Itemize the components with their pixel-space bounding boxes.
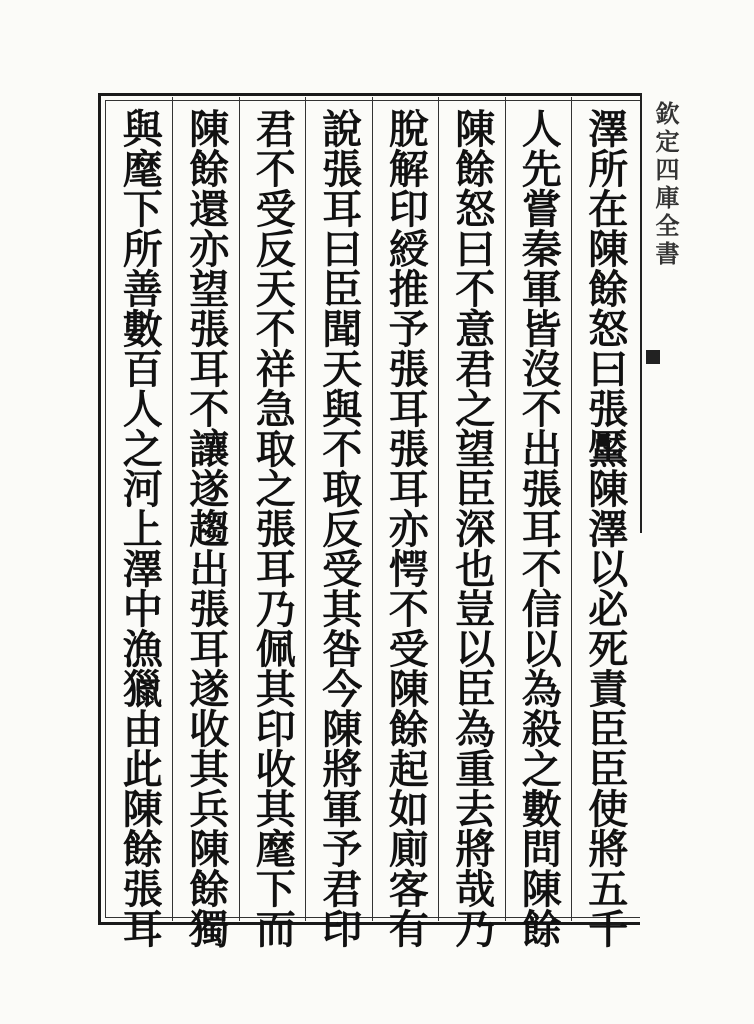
text-column-7	[173, 100, 240, 948]
edge-label: 欽定四庫全書	[651, 101, 680, 269]
column-text: 陳餘怒曰不意君之望臣深也豈以臣為重去將哉乃	[448, 108, 496, 948]
column-text: 說張耳曰臣聞天與不取反受其咎今陳將軍予君印	[315, 108, 363, 948]
column-text: 與麾下所善數百人之河上澤中漁獵由此陳餘張耳	[116, 108, 164, 948]
column-text: 君不受反天不祥急取之張耳乃佩其印收其麾下而	[249, 108, 297, 948]
column-text: 澤所在陳餘怒曰張黶陳澤以必死責臣臣使將五千	[581, 108, 629, 948]
text-column-3	[439, 100, 506, 948]
fish-tail-mark	[646, 350, 660, 364]
column-text: 陳餘還亦望張耳不讓遂趨出張耳遂收其兵陳餘獨	[182, 108, 230, 948]
text-columns	[106, 100, 638, 948]
text-column-5	[306, 100, 373, 948]
book-edge-margin	[640, 93, 680, 533]
text-column-8	[106, 100, 173, 948]
column-text: 人先嘗秦軍皆沒不出張耳不信以為殺之數問陳餘	[515, 108, 563, 948]
text-column-4	[372, 100, 439, 948]
column-text: 脫解印綬推予張耳張耳亦愕不受陳餘起如廁客有	[382, 108, 430, 948]
text-column-1	[572, 100, 639, 948]
text-column-6	[239, 100, 306, 948]
text-column-2	[505, 100, 572, 948]
